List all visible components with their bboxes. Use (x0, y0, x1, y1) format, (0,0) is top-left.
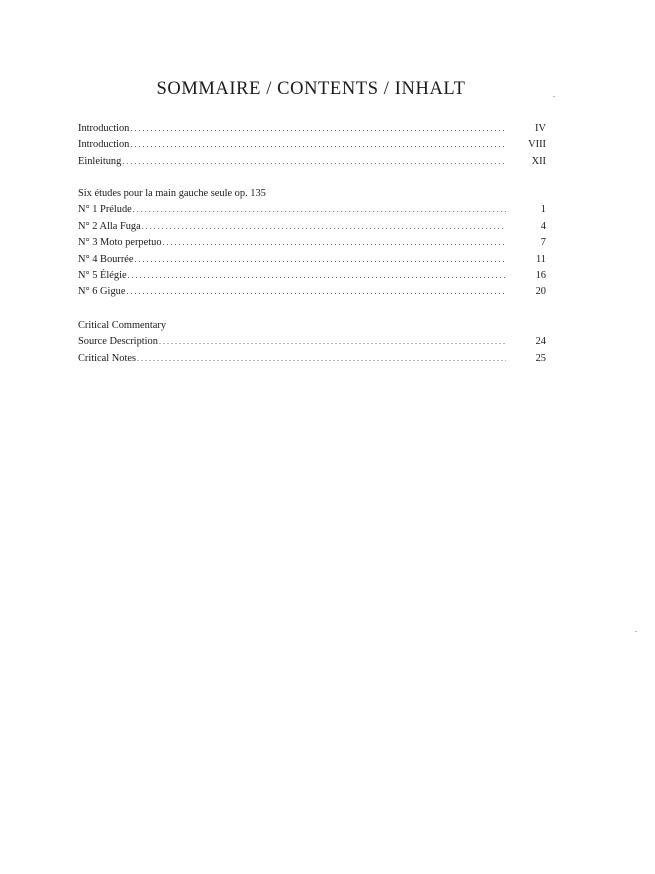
toc-commentary (78, 318, 546, 367)
toc-entry (78, 219, 546, 235)
toc-entry (78, 284, 546, 300)
toc-entry-label: Critical Notes (78, 352, 137, 364)
toc-entry-page: VIII (528, 139, 546, 151)
toc-entry (78, 154, 546, 170)
toc-entry-label: N° 3 Moto perpetuo (78, 237, 162, 249)
page-title: SOMMAIRE / CONTENTS / INHALT (156, 79, 466, 99)
scan-speck (553, 96, 555, 97)
toc-entry-label: Source Description (78, 336, 158, 348)
dot-leader (128, 268, 506, 284)
dot-leader (122, 154, 506, 170)
toc-entry (78, 137, 546, 153)
toc-entry-label: N° 1 Prélude (78, 204, 132, 216)
toc-entry-label: N° 6 Gigue (78, 286, 126, 298)
dot-leader (130, 137, 506, 153)
dot-leader (159, 334, 506, 350)
dot-leader (130, 121, 506, 137)
toc-entry (78, 252, 546, 268)
toc-entry-label: N° 2 Alla Fuga (78, 220, 141, 232)
toc-entry-label: Introduction (78, 123, 130, 134)
toc-entry-label: N° 4 Bourrée (78, 253, 134, 265)
toc-entry-page: 1 (540, 204, 546, 216)
toc-entry (78, 235, 546, 251)
dot-leader (126, 284, 506, 300)
toc-entry-label: Einleitung (78, 155, 122, 167)
toc-entry-label: N° 5 Élégie (78, 269, 127, 281)
toc-entry (78, 351, 546, 367)
toc-entry-page: 4 (540, 220, 546, 232)
toc-entry-page: 24 (535, 336, 546, 348)
toc-etudes (78, 186, 546, 301)
scan-speck (635, 631, 637, 632)
toc-entry-page: 7 (540, 237, 546, 249)
toc-entry (78, 202, 546, 218)
toc-entry-page: 11 (535, 253, 546, 265)
toc-entry-page: 20 (535, 286, 546, 298)
dot-leader (137, 351, 506, 367)
toc-entry-page: XII (531, 155, 546, 167)
dot-leader (163, 235, 506, 251)
section-heading: Six études pour la main gauche seule op. 135 (78, 188, 266, 199)
toc-entry-page: IV (535, 123, 546, 134)
toc-entry-page: 25 (535, 352, 546, 364)
toc-entry (78, 334, 546, 350)
toc-entry-label: Introduction (78, 139, 130, 151)
dot-leader (133, 202, 506, 218)
dot-leader (135, 252, 506, 268)
toc-introductions (78, 121, 546, 170)
toc-entry (78, 121, 546, 137)
toc-entry-page: 16 (535, 269, 546, 281)
dot-leader (142, 219, 506, 235)
toc-entry (78, 268, 546, 284)
section-heading: Critical Commentary (78, 320, 167, 331)
